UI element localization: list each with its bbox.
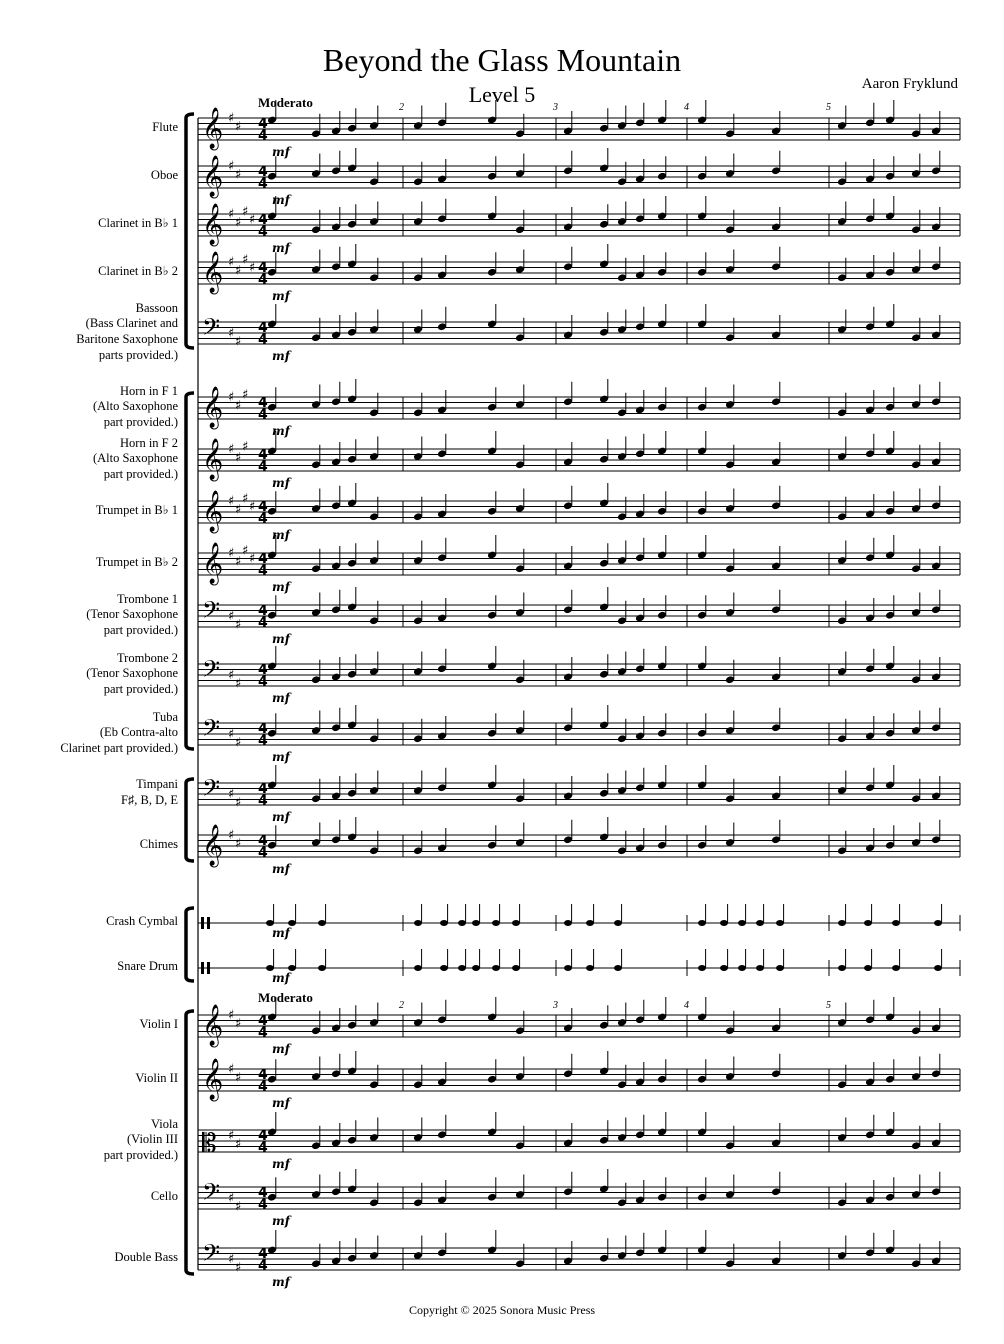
notes-staff-1 [267, 100, 941, 138]
tempo-marking-winds: Moderato [258, 95, 313, 110]
dynamic-mf: mf [272, 750, 290, 764]
clef-F: 𝄢 [202, 596, 221, 629]
svg-text:♯: ♯ [235, 1199, 242, 1215]
svg-text:4: 4 [258, 1197, 268, 1213]
svg-text:♯: ♯ [228, 828, 235, 843]
svg-text:4: 4 [258, 833, 268, 849]
svg-text:4: 4 [258, 260, 268, 276]
svg-text:♯: ♯ [242, 204, 249, 220]
instrument-label-oboe [3, 168, 178, 184]
instrument-label-bass [3, 1250, 178, 1266]
svg-text:4: 4 [258, 176, 268, 192]
instrument-label-line: Flute [152, 120, 178, 135]
notes-staff-21 [267, 1230, 941, 1268]
instrument-label-line: F♯, B, D, E [121, 792, 178, 807]
clef-G: 𝄞 [202, 825, 224, 866]
instrument-label-trombone2 [3, 651, 178, 698]
instrument-label-line: Violin II [135, 1071, 178, 1086]
clef-G: 𝄞 [202, 156, 224, 197]
dynamic-mf: mf [272, 241, 290, 255]
svg-text:♯: ♯ [235, 119, 242, 135]
svg-text:♯: ♯ [249, 499, 256, 515]
instrument-label-line: part provided.) [103, 414, 178, 429]
notes-staff-14 [267, 817, 941, 855]
svg-text:4: 4 [258, 733, 268, 749]
dynamic-mf: mf [272, 1096, 290, 1110]
clef-G: 𝄞 [202, 491, 224, 532]
svg-text:4: 4 [258, 1246, 268, 1262]
dynamic-mf: mf [272, 528, 290, 542]
clef-G: 𝄞 [202, 108, 224, 149]
clef-F: 𝄢 [202, 774, 221, 807]
svg-text:♯: ♯ [235, 1016, 242, 1032]
svg-text:♯: ♯ [235, 735, 242, 751]
instrument-label-line: Violin I [139, 1017, 178, 1032]
svg-text:♯: ♯ [235, 1136, 242, 1152]
instrument-label-line: parts provided.) [98, 347, 178, 362]
page-title: Beyond the Glass Mountain [322, 42, 682, 78]
svg-text:♯: ♯ [228, 1252, 235, 1267]
clef-G: 𝄞 [202, 1005, 224, 1046]
svg-text:♯: ♯ [249, 551, 256, 567]
instrument-label-line: part provided.) [103, 466, 178, 481]
instrument-label-line: Viola [150, 1116, 178, 1131]
svg-text:4: 4 [258, 224, 268, 240]
notes-staff-3 [267, 196, 941, 234]
svg-text:♯: ♯ [228, 668, 235, 683]
svg-text:4: 4 [258, 615, 268, 631]
system-bracket-1 [186, 114, 194, 348]
instrument-label-timpani [3, 777, 178, 808]
instrument-label-trumpet1 [3, 503, 178, 519]
instrument-label-cello [3, 1189, 178, 1205]
svg-text:4: 4 [258, 332, 268, 348]
instrument-label-line: part provided.) [103, 1147, 178, 1162]
svg-text:♯: ♯ [228, 1191, 235, 1206]
instrument-label-flute [3, 120, 178, 136]
notes-staff-18 [267, 1051, 941, 1089]
tempo-marking-strings: Moderato [258, 990, 313, 1005]
instrument-label-trombone1 [3, 592, 178, 639]
svg-text:♯: ♯ [228, 255, 235, 270]
system-bracket-5 [186, 1011, 194, 1274]
svg-text:♯: ♯ [235, 167, 242, 183]
svg-text:♯: ♯ [228, 442, 235, 457]
svg-text:4: 4 [258, 721, 268, 737]
instrument-label-line: (Alto Saxophone [92, 451, 178, 466]
svg-text:♯: ♯ [235, 1260, 242, 1276]
dynamic-mf: mf [272, 862, 290, 876]
clef-G: 𝄞 [202, 439, 224, 480]
svg-text:4: 4 [258, 603, 268, 619]
dynamic-mf: mf [272, 926, 290, 940]
system-bracket-4 [186, 908, 194, 981]
notes-staff-6 [267, 379, 941, 417]
instrument-label-snare [3, 959, 178, 975]
svg-text:♯: ♯ [228, 727, 235, 742]
instrument-label-line: (Tenor Saxophone [86, 607, 178, 622]
svg-text:♯: ♯ [228, 494, 235, 509]
notes-staff-8 [267, 483, 941, 521]
svg-text:4: 4 [258, 1067, 268, 1083]
svg-text:♯: ♯ [228, 1008, 235, 1023]
dynamic-mf: mf [272, 1042, 290, 1056]
instrument-label-crash [3, 914, 178, 930]
clef-F: 𝄢 [202, 655, 221, 688]
svg-text:♯: ♯ [228, 390, 235, 405]
instrument-label-bassoon [3, 301, 178, 363]
svg-text:♯: ♯ [249, 260, 256, 276]
instrument-label-line: Double Bass [114, 1250, 178, 1265]
svg-text:4: 4 [258, 781, 268, 797]
dynamic-mf: mf [272, 193, 290, 207]
instrument-label-line: Tuba [152, 709, 178, 724]
dynamic-mf: mf [272, 810, 290, 824]
instrument-label-line: (Alto Saxophone [92, 399, 178, 414]
measure-number-4: 4 [684, 102, 689, 113]
notes-staff-5 [267, 304, 941, 342]
page-subtitle: Level 5 [468, 82, 536, 107]
instrument-label-line: Clarinet in B♭ 1 [98, 216, 178, 231]
clef-F: 𝄢 [202, 313, 221, 346]
svg-text:4: 4 [258, 674, 268, 690]
svg-text:4: 4 [258, 407, 268, 423]
svg-text:♯: ♯ [235, 398, 242, 414]
svg-text:4: 4 [258, 845, 268, 861]
svg-text:4: 4 [258, 1013, 268, 1029]
clef-G: 𝄞 [202, 1059, 224, 1100]
instrument-label-trumpet2 [3, 555, 178, 571]
svg-text:♯: ♯ [249, 212, 256, 228]
svg-text:♯: ♯ [235, 263, 242, 279]
clef-G: 𝄞 [202, 387, 224, 428]
svg-text:4: 4 [258, 447, 268, 463]
svg-text:4: 4 [258, 128, 268, 144]
svg-text:♯: ♯ [242, 252, 249, 268]
svg-text:4: 4 [258, 1128, 268, 1144]
svg-text:♯: ♯ [228, 326, 235, 341]
clef-G: 𝄞 [202, 204, 224, 245]
measure-number-3-strings: 3 [553, 1000, 558, 1011]
notes-staff-7 [267, 431, 941, 469]
clef-C: 𝄡 [202, 1129, 217, 1159]
notes-staff-13 [267, 765, 941, 803]
instrument-label-line: Crash Cymbal [106, 914, 178, 929]
clef-F: 𝄢 [202, 714, 221, 747]
instrument-label-clarinet2 [3, 264, 178, 280]
svg-text:♯: ♯ [235, 450, 242, 466]
instrument-label-line: (Tenor Saxophone [86, 666, 178, 681]
instrument-label-viola [3, 1117, 178, 1164]
svg-text:♯: ♯ [242, 543, 249, 559]
instrument-label-chimes [3, 837, 178, 853]
instrument-label-clarinet1 [3, 216, 178, 232]
dynamic-mf: mf [272, 1157, 290, 1171]
instrument-label-line: Trumpet in B♭ 2 [95, 555, 178, 570]
svg-text:4: 4 [258, 1185, 268, 1201]
composer-name: Aaron Fryklund [861, 76, 958, 92]
notes-staff-10 [267, 587, 941, 625]
system-bracket-3 [186, 779, 194, 861]
svg-text:4: 4 [258, 1079, 268, 1095]
svg-text:♯: ♯ [235, 795, 242, 811]
svg-text:♯: ♯ [228, 159, 235, 174]
dynamic-mf: mf [272, 145, 290, 159]
svg-text:4: 4 [258, 793, 268, 809]
measure-number-4-strings: 4 [684, 1000, 689, 1011]
svg-text:♯: ♯ [235, 215, 242, 231]
svg-text:♯: ♯ [235, 502, 242, 518]
notes-staff-20 [267, 1169, 941, 1207]
svg-text:♯: ♯ [235, 617, 242, 633]
svg-text:4: 4 [258, 563, 268, 579]
instrument-label-line: Trumpet in B♭ 1 [95, 503, 178, 518]
instrument-label-line: (Bass Clarinet and [85, 316, 178, 331]
measure-number-3: 3 [553, 102, 558, 113]
svg-text:♯: ♯ [242, 491, 249, 507]
instrument-label-line: Trombone 2 [116, 650, 178, 665]
svg-text:4: 4 [258, 164, 268, 180]
clef-G: 𝄞 [202, 252, 224, 293]
svg-text:4: 4 [258, 459, 268, 475]
instrument-label-violin1 [3, 1017, 178, 1033]
svg-text:♯: ♯ [228, 787, 235, 802]
instrument-label-horn1 [3, 384, 178, 431]
instrument-label-line: part provided.) [103, 681, 178, 696]
svg-text:4: 4 [258, 1140, 268, 1156]
dynamic-mf: mf [272, 424, 290, 438]
svg-text:4: 4 [258, 511, 268, 527]
svg-text:4: 4 [258, 662, 268, 678]
dynamic-mf: mf [272, 691, 290, 705]
svg-text:♯: ♯ [228, 1062, 235, 1077]
svg-text:♯: ♯ [242, 387, 249, 403]
clef-F: 𝄢 [202, 1239, 221, 1272]
svg-text:♯: ♯ [228, 111, 235, 126]
instrument-label-line: (Eb Contra-alto [99, 725, 178, 740]
instrument-label-line: (Violin III [127, 1132, 178, 1147]
svg-text:4: 4 [258, 116, 268, 132]
svg-text:♯: ♯ [235, 1070, 242, 1086]
instrument-label-line: Timpani [136, 777, 178, 792]
instrument-label-line: Oboe [150, 168, 178, 183]
svg-text:♯: ♯ [235, 836, 242, 852]
notes-staff-4 [267, 244, 941, 282]
svg-text:4: 4 [258, 551, 268, 567]
dynamic-mf: mf [272, 1275, 290, 1289]
instrument-label-line: Clarinet part provided.) [60, 740, 178, 755]
instrument-label-horn2 [3, 436, 178, 483]
dynamic-mf: mf [272, 580, 290, 594]
notes-staff-17 [267, 997, 941, 1035]
svg-text:4: 4 [258, 320, 268, 336]
clef-G: 𝄞 [202, 543, 224, 584]
svg-text:♯: ♯ [228, 546, 235, 561]
instrument-label-line: part provided.) [103, 622, 178, 637]
dynamic-mf: mf [272, 349, 290, 363]
measure-number-5: 5 [826, 102, 831, 113]
notes-staff-12 [267, 705, 941, 743]
dynamic-mf: mf [272, 632, 290, 646]
instrument-label-line: Cello [150, 1189, 178, 1204]
svg-text:♯: ♯ [228, 609, 235, 624]
measure-number-2-strings: 2 [399, 1000, 404, 1011]
svg-text:4: 4 [258, 499, 268, 515]
instrument-label-line: Snare Drum [117, 959, 178, 974]
svg-text:♯: ♯ [242, 439, 249, 455]
dynamic-mf: mf [272, 1214, 290, 1228]
dynamic-mf: mf [272, 476, 290, 490]
instrument-label-violin2 [3, 1071, 178, 1087]
svg-text:4: 4 [258, 395, 268, 411]
notes-staff-2 [267, 148, 941, 186]
svg-text:♯: ♯ [235, 676, 242, 692]
svg-text:♯: ♯ [228, 207, 235, 222]
svg-text:♯: ♯ [228, 1128, 235, 1144]
svg-text:4: 4 [258, 272, 268, 288]
instrument-label-line: Trombone 1 [116, 591, 178, 606]
svg-text:♯: ♯ [235, 554, 242, 570]
dynamic-mf: mf [272, 971, 290, 985]
clef-F: 𝄢 [202, 1178, 221, 1211]
measure-number-5-strings: 5 [826, 1000, 831, 1011]
instrument-label-line: Baritone Saxophone [76, 331, 178, 346]
copyright-notice: Copyright © 2025 Sonora Music Press [408, 1303, 596, 1317]
notes-staff-11 [267, 646, 941, 684]
instrument-label-line: Horn in F 1 [120, 383, 178, 398]
instrument-label-line: Chimes [139, 837, 178, 852]
notes-staff-19 [267, 1112, 941, 1150]
notes-staff-9 [267, 535, 941, 573]
instrument-label-line: Horn in F 2 [120, 435, 178, 450]
instrument-label-line: Bassoon [135, 300, 178, 315]
svg-text:♯: ♯ [235, 334, 242, 350]
svg-text:4: 4 [258, 1025, 268, 1041]
svg-text:4: 4 [258, 1258, 268, 1274]
measure-number-2: 2 [399, 102, 404, 113]
instrument-label-line: Clarinet in B♭ 2 [98, 264, 178, 279]
svg-text:4: 4 [258, 212, 268, 228]
instrument-label-tuba [3, 710, 178, 757]
system-bracket-2 [186, 393, 194, 749]
dynamic-mf: mf [272, 289, 290, 303]
